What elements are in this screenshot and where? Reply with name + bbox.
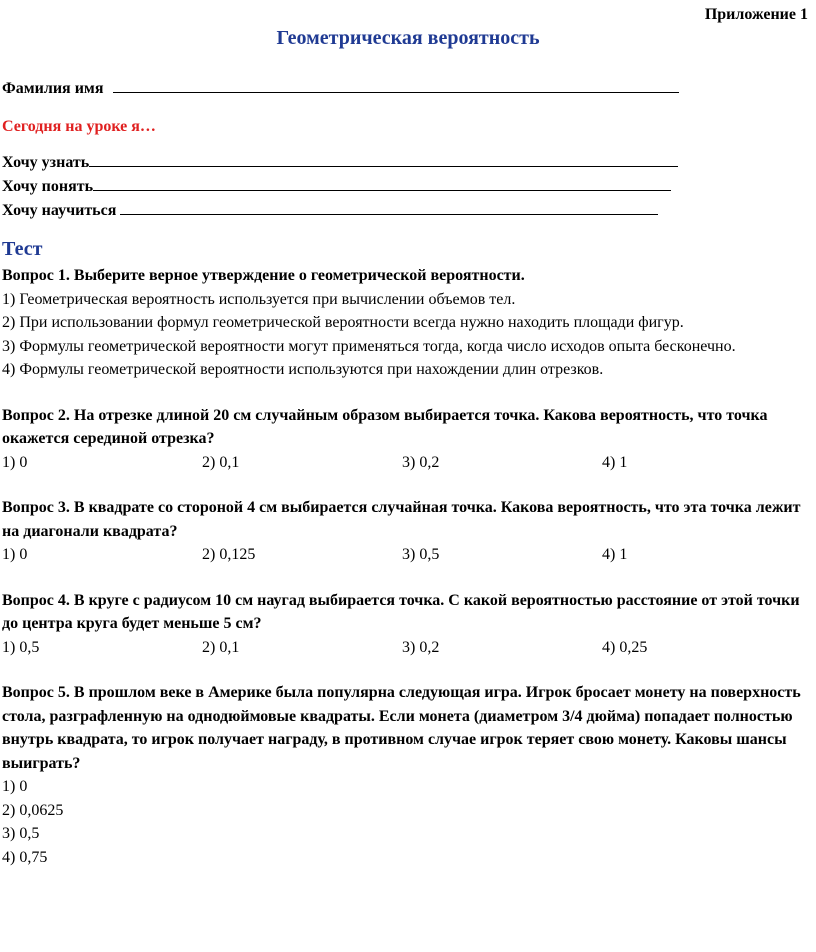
question-5: Вопрос 5. В прошлом веке в Америке была популярна следующая игра. Игрок бросает монету на поверхность стола, разграфленную на однодюймовые квадраты. Если монета (диаметром 3/4 дюйма) попадает полностью внутрь квадрата, то игрок получает награду, в противном случае игрок теряет свою монету. Каковы шансы выиграть? [2, 684, 801, 772]
question-2-options [2, 451, 802, 475]
question-2: Вопрос 2. На отрезке длиной 20 см случайным образом выбирается точка. Какова вероятность, что точка окажется серединой отрезка? [2, 406, 768, 447]
question-3-options [2, 543, 802, 567]
question-2-option-3: 3) 0,2 [402, 453, 440, 471]
question-3-option-2: 2) 0,125 [202, 546, 256, 563]
question-2-option-4: 4) 1 [602, 453, 628, 471]
question-1-answer-4: 4) Формулы геометрической вероятности используются при нахождении длин отрезков. [2, 361, 604, 378]
want-learn-label: Хочу научиться [2, 202, 121, 219]
want-know-label: Хочу узнать [2, 154, 90, 171]
question-5-answer-4: 4) 0,75 [2, 848, 48, 866]
want-learn-row [2, 200, 658, 220]
question-1-answer-2: 2) При использовании формул геометрической вероятности всегда нужно находить площади фигур. [2, 314, 684, 331]
want-learn-blank-line [120, 200, 658, 215]
question-3-option-3: 3) 0,5 [402, 546, 440, 563]
question-3: Вопрос 3. В квадрате со стороной 4 см выбирается случайная точка. Какова вероятность, что эта точка лежит на диагонали квадрата? [2, 499, 801, 540]
question-1-answer-3: 3) Формулы геометрической вероятности могут применяться тогда, когда число исходов опыта бесконечно. [2, 337, 736, 355]
appendix-label: Приложение 1 [704, 6, 808, 23]
question-4-option-4: 4) 0,25 [602, 638, 648, 656]
question-5-answer-2: 2) 0,0625 [2, 801, 64, 819]
question-2-option-1: 1) 0 [2, 453, 28, 471]
question-5-answer-3: 3) 0,5 [2, 825, 40, 842]
question-4: Вопрос 4. В круге с радиусом 10 см наугад выбирается точка. С какой вероятностью расстояние от этой точки до центра круга будет меньше 5 см? [2, 591, 800, 632]
question-4-options [2, 636, 802, 660]
question-3-option-4: 4) 1 [602, 546, 628, 563]
test-content [2, 264, 802, 869]
today-label: Сегодня на уроке я… [2, 118, 156, 135]
question-1: Вопрос 1. Выберите верное утверждение о геометрической вероятности. [2, 267, 525, 284]
question-3-option-1: 1) 0 [2, 546, 28, 563]
want-know-blank-line [89, 152, 678, 167]
question-4-option-1: 1) 0,5 [2, 638, 40, 656]
name-label: Фамилия имя [2, 80, 104, 97]
question-1-answer-1: 1) Геометрическая вероятность используется при вычислении объемов тел. [2, 290, 516, 308]
question-5-answer-1: 1) 0 [2, 778, 28, 795]
want-know-row [2, 152, 678, 172]
name-blank-line [113, 78, 679, 93]
test-heading: Тест [2, 238, 43, 260]
want-understand-blank-line [93, 176, 671, 191]
name-field-row [2, 78, 679, 98]
question-4-option-2: 2) 0,1 [202, 638, 240, 656]
want-understand-row [2, 176, 671, 196]
page-title: Геометрическая вероятность [276, 27, 540, 49]
want-understand-label: Хочу понять [2, 178, 94, 195]
question-2-option-2: 2) 0,1 [202, 453, 240, 471]
question-4-option-3: 3) 0,2 [402, 638, 440, 656]
